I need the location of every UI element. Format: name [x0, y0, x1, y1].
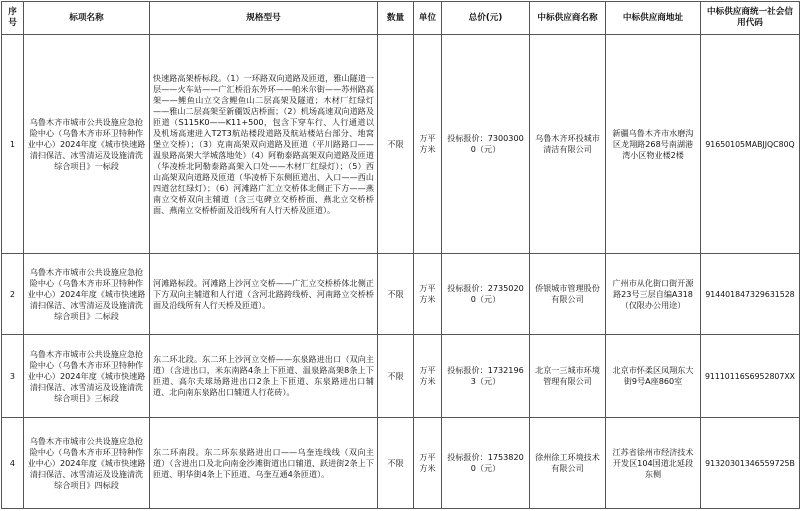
- header-unit: 单位: [414, 2, 442, 35]
- header-lot-name: 标项名称: [24, 2, 150, 35]
- table-row: [2, 254, 800, 335]
- table-header-row: [2, 2, 800, 35]
- row-total-price: 投标报价：73003000（元）: [442, 35, 530, 254]
- row-unit: 万平方米: [414, 335, 442, 418]
- row-qty: 不限: [378, 335, 414, 418]
- row-supplier-address: 北京市怀柔区凤翔东大街9号A座860室: [606, 335, 701, 418]
- row-spec: 河滩路标段。河滩路上沙河立交桥——广汇立交桥桥体北侧正下方双向主辅道和人行道（含河北路跨线桥、河南路立交桥桥面及沿线所有人行天桥及匝道）。: [150, 254, 378, 335]
- row-supplier-address: 江苏省徐州市经济技术开发区104国道北延段东侧: [606, 418, 701, 509]
- row-lot-name: 乌鲁木齐市城市公共设施应急抢险中心（乌鲁木齐市环卫特种作业中心）2024年度《城市快速路清扫保洁、冰雪清运及设施清洗综合项目》四标段: [24, 418, 150, 509]
- row-spec: 东二环南段。东二环东泉路进出口——乌奎连线线（双向主道）（含进出口及北向南金沙滩街道出口辅道、跃进街2条上下匝道、明华街4条上下匝道、乌奎互通4条匝道）。: [150, 418, 378, 509]
- row-supplier-name: 徐州徐工环境技术有限公司: [530, 418, 606, 509]
- row-supplier-name: 北京一三城市环境管理有限公司: [530, 335, 606, 418]
- award-table: [1, 1, 800, 509]
- row-lot-name: 乌鲁木齐市城市公共设施应急抢险中心（乌鲁木齐市环卫特种作业中心）2024年度《城市快速路清扫保洁、冰雪清运及设施清洗综合项目》二标段: [24, 254, 150, 335]
- row-total-price: 投标报价：17321963（元）: [442, 335, 530, 418]
- header-qty: 数量: [378, 2, 414, 35]
- row-supplier-name: 侨银城市管理股份有限公司: [530, 254, 606, 335]
- row-supplier-address: 广州市从化街口街开源路23号三层自编A318（仅限办公用途）: [606, 254, 701, 335]
- row-no: 1: [2, 35, 24, 254]
- row-no: 2: [2, 254, 24, 335]
- header-supplier-address: 中标供应商地址: [606, 2, 701, 35]
- row-unit: 万平方米: [414, 254, 442, 335]
- row-spec: 快速路高架桥标段。（1）一环路双向道路及匝道，雅山隧道一层——火车站——广汇桥沿东外环——帕米尔街——苏州路高架——鲤鱼山立交含鲤鱼山二层高架及隧道；木材厂红绿灯——雅山二层高架至新疆饭店桥面；（2）机场高速双向道路及匝道（S115K0——K11+500，包含下穿车行、人行通道以及机场高速进入T2T3航站楼段道路及航站楼站台部分、地窝堡立交桥）；（3）克南高架双向道路及匝道（平川路路口——温泉路高架大学城落地处）（4）阿勒泰路高架双向道路及匝道（华凌桥北阿勒泰路高架入口处——木材厂红绿灯）；（5）西山高架双向道路及匝道（华凌桥下东侧匝道出、入口——西山四道岔红绿灯）；（6）河滩路广汇立交桥体北侧正下方——燕南立交桥双向主辅道（含三屯碑立交桥桥面、燕北立交桥桥面、燕南立交桥桥面及沿线所有人行天桥及匝道）。: [150, 35, 378, 254]
- table-row: [2, 35, 800, 254]
- row-no: 4: [2, 418, 24, 509]
- row-spec: 东二环北段。东二环上沙河立交桥——东泉路进出口（双向主道）（含进出口，米东南路4条上下匝道、温泉路高架8条上下匝道、高尔夫球场路进出口2条上下匝道、东泉路进出口辅道、北向南东泉路出口辅道人行花砖）。: [150, 335, 378, 418]
- row-credit-code: 91110116S6952807XX: [701, 335, 800, 418]
- table-row: [2, 418, 800, 509]
- row-no: 3: [2, 335, 24, 418]
- header-credit-code: 中标供应商统一社会信用代码: [701, 2, 800, 35]
- row-credit-code: 91650105MABJJQC80Q: [701, 35, 800, 254]
- row-unit: 万平方米: [414, 35, 442, 254]
- row-total-price: 投标报价：27350200（元）: [442, 254, 530, 335]
- row-credit-code: 91320301346559725B: [701, 418, 800, 509]
- row-qty: 不限: [378, 254, 414, 335]
- header-no: 序号: [2, 2, 24, 35]
- row-total-price: 投标报价：17538200（元）: [442, 418, 530, 509]
- row-qty: 不限: [378, 35, 414, 254]
- table-row: [2, 335, 800, 418]
- row-unit: 万平方米: [414, 418, 442, 509]
- row-credit-code: 914401847329631528: [701, 254, 800, 335]
- header-supplier-name: 中标供应商名称: [530, 2, 606, 35]
- row-lot-name: 乌鲁木齐市城市公共设施应急抢险中心（乌鲁木齐市环卫特种作业中心）2024年度《城市快速路清扫保洁、冰雪清运及设施清洗综合项目》三标段: [24, 335, 150, 418]
- row-supplier-address: 新疆乌鲁木齐市水磨沟区龙翔路268号南湖港湾小区物业楼2楼: [606, 35, 701, 254]
- row-supplier-name: 乌鲁木齐环投城市清洁有限公司: [530, 35, 606, 254]
- header-total-price: 总价(元): [442, 2, 530, 35]
- row-qty: 不限: [378, 418, 414, 509]
- header-spec: 规格型号: [150, 2, 378, 35]
- row-lot-name: 乌鲁木齐市城市公共设施应急抢险中心（乌鲁木齐市环卫特种作业中心）2024年度《城市快速路清扫保洁、冰雪清运及设施清洗综合项目》一标段: [24, 35, 150, 254]
